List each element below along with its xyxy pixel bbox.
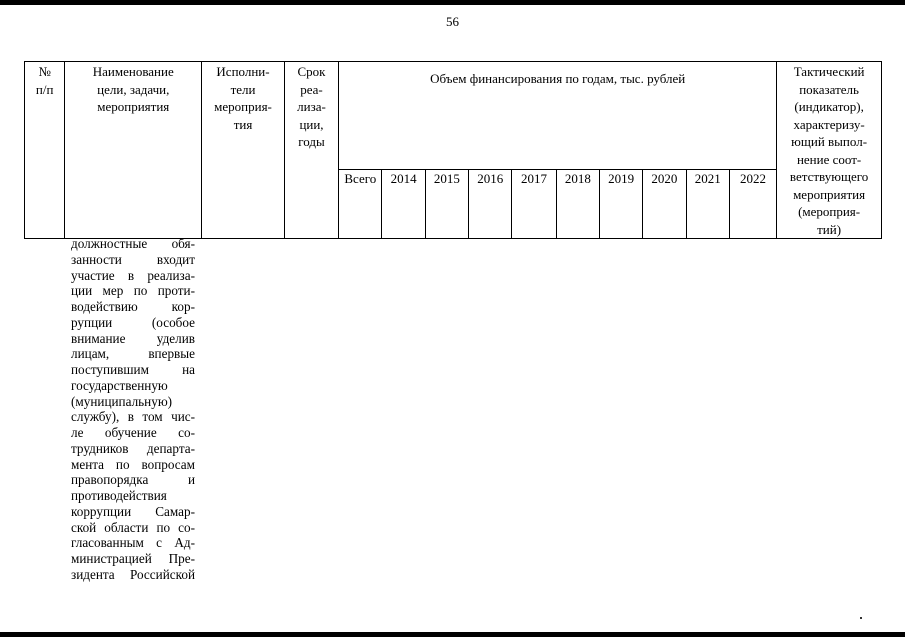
text-line: министрацией Пре- [71,551,195,566]
text-line: зидента Российской [71,566,195,582]
header-name: Наименование цели, задачи, мероприятия [65,62,202,239]
bottom-border [0,632,905,637]
text-line: поступившим на [71,362,195,377]
text-line: гласованным с Ад- [71,535,195,551]
text-line: лицам, впервые [71,346,195,362]
page-number: 56 [446,14,459,29]
header-year: 2015 [425,170,468,239]
text-line: мента по вопросам [71,456,195,472]
text-line: рупции (особое [71,314,195,330]
text-line: государственную [71,377,168,393]
top-border [0,0,905,5]
text-line: участие в реализа- [71,267,195,283]
header-executors: Исполни- тели мероприя- тия [202,62,285,239]
header-year: 2017 [512,170,556,239]
scan-speck [860,617,862,619]
text-line: ции мер по проти- [71,283,195,299]
header-indicator: Тактический показатель (индикатор), характеризу- ющий выпол- нение соот- ветствующего мероприятия (мероприя- тий) [777,62,882,239]
text-line: должностные обя- [71,236,195,251]
text-line: правопорядка и [71,472,195,488]
header-year: 2020 [643,170,686,239]
header-term: Срок реа- лиза- ции, годы [284,62,338,239]
text-line: ской области по со- [71,519,195,535]
text-line: (муниципальную) [71,393,173,409]
header-year: 2014 [382,170,425,239]
header-year: 2016 [469,170,512,239]
header-year: 2022 [729,170,776,239]
header-funding-title: Объем финансирования по годам, тыс. рублей [339,62,777,170]
header-year: 2018 [556,170,599,239]
text-line: трудников департа- [71,440,195,456]
header-number: № п/п [25,62,65,239]
text-line: службу), в том чис- [71,409,195,425]
text-line: занности входит [71,251,195,267]
text-line: водействию кор- [71,299,195,314]
text-line: коррупции Самар- [71,503,195,519]
header-year: 2019 [599,170,642,239]
text-line: противодействия [71,488,167,503]
header-total: Всего [339,170,382,239]
text-line: внимание уделив [71,330,195,346]
text-line: ле обучение со- [71,425,195,440]
continuation-text [71,236,195,583]
header-year: 2021 [686,170,729,239]
financing-header-table [24,61,882,239]
